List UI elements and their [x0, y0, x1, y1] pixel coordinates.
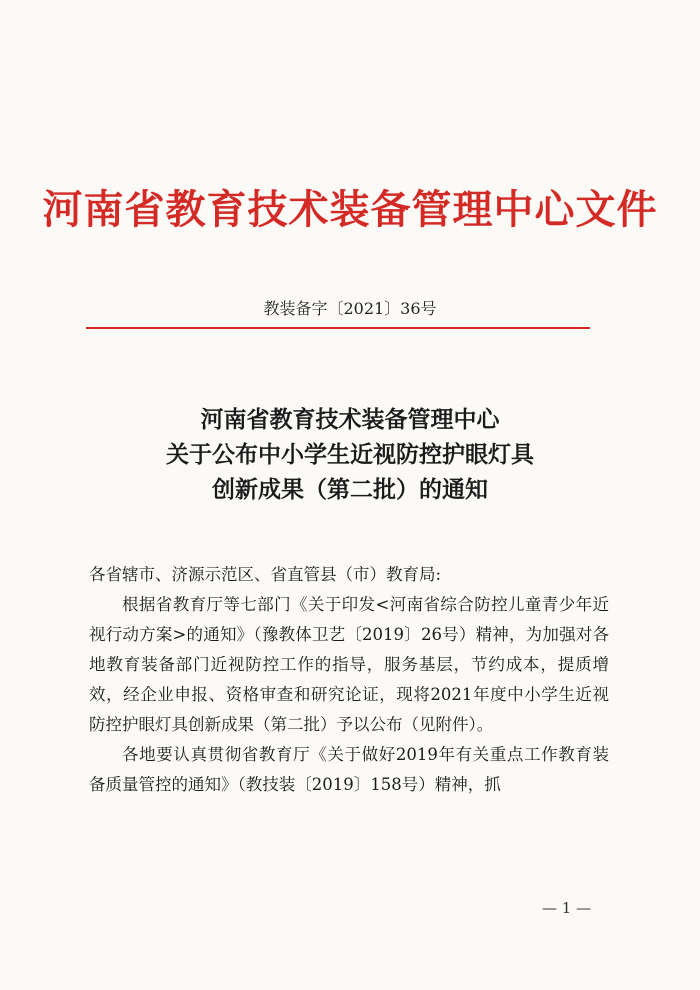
page-number: — 1 — [542, 899, 592, 917]
notice-title-line-1: 河南省教育技术装备管理中心 [200, 406, 500, 433]
notice-body [89, 560, 609, 800]
notice-title [0, 402, 700, 507]
notice-title-line-3: 创新成果（第二批）的通知 [212, 476, 488, 503]
body-paragraph-2: 各地要认真贯彻省教育厅《关于做好2019年有关重点工作教育装备质量管控的通知》（教技装〔2019〕158号）精神，抓 [89, 745, 609, 794]
notice-title-line-2: 关于公布中小学生近视防控护眼灯具 [166, 441, 534, 468]
document-header-title: 河南省教育技术装备管理中心文件 [42, 186, 658, 233]
salutation: 各省辖市、济源示范区、省直管县（市）教育局: [89, 565, 442, 584]
document-number: 教装备字〔2021〕36号 [263, 299, 437, 318]
body-paragraph-1: 根据省教育厅等七部门《关于印发<河南省综合防控儿童青少年近视行动方案>的通知》（豫教体卫艺〔2019〕26号）精神，为加强对各地教育装备部门近视防控工作的指导，服务基层，节约成本，提质增效，经企业申报、资格审查和研究论证，现将2021年度中小学生近视防控护眼灯具创新成果（第二批）予以公布（见附件）。 [89, 595, 609, 734]
header-divider [86, 327, 590, 329]
